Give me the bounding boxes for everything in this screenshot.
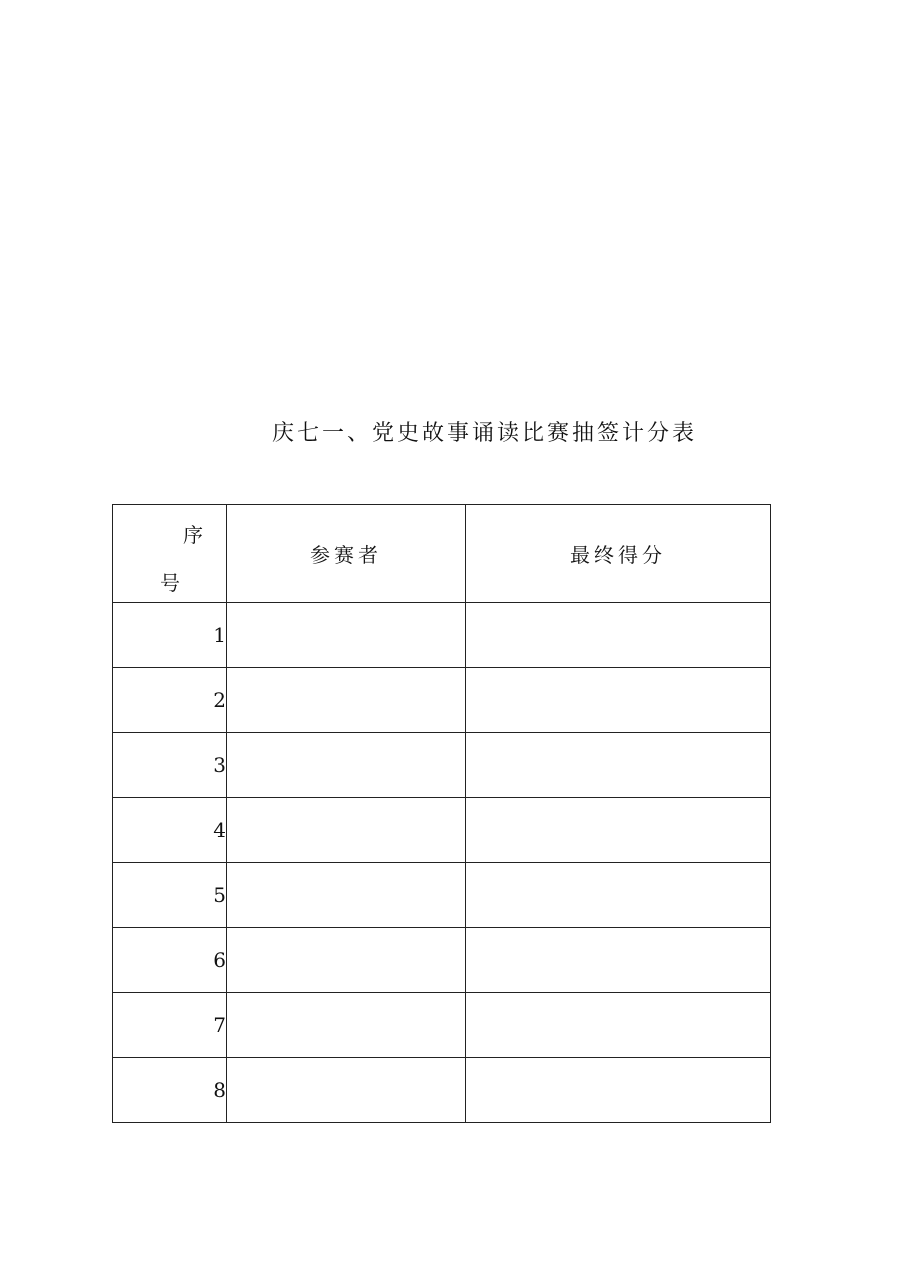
final-score-header: 最终得分 [466, 505, 771, 603]
row-number: 1 [113, 603, 227, 668]
table-row [113, 603, 771, 668]
table-row [113, 668, 771, 733]
row-number: 2 [113, 668, 227, 733]
participant-header: 参赛者 [227, 505, 466, 603]
table-row [113, 733, 771, 798]
document-title: 庆七一、党史故事诵读比赛抽签计分表 [271, 421, 697, 446]
participant-cell[interactable] [227, 1058, 466, 1123]
row-number: 8 [113, 1058, 227, 1123]
row-number: 4 [113, 798, 227, 863]
row-number: 5 [113, 863, 227, 928]
table-row [113, 928, 771, 993]
score-cell[interactable] [466, 993, 771, 1058]
score-cell[interactable] [466, 928, 771, 993]
score-table [112, 504, 771, 1123]
score-cell[interactable] [466, 733, 771, 798]
table-row [113, 798, 771, 863]
participant-cell[interactable] [227, 733, 466, 798]
score-cell[interactable] [466, 668, 771, 733]
row-number: 3 [113, 733, 227, 798]
participant-cell[interactable] [227, 863, 466, 928]
participant-cell[interactable] [227, 928, 466, 993]
score-cell[interactable] [466, 863, 771, 928]
score-cell[interactable] [466, 798, 771, 863]
table-header-row [113, 505, 771, 603]
participant-cell[interactable] [227, 993, 466, 1058]
table-row [113, 1058, 771, 1123]
sequence-header-line1: 序 [183, 523, 203, 547]
score-cell[interactable] [466, 603, 771, 668]
participant-cell[interactable] [227, 668, 466, 733]
score-cell[interactable] [466, 1058, 771, 1123]
participant-cell[interactable] [227, 798, 466, 863]
sequence-header-line2: 号 [160, 571, 180, 595]
participant-cell[interactable] [227, 603, 466, 668]
table-row [113, 993, 771, 1058]
row-number: 7 [113, 993, 227, 1058]
sequence-number-header [113, 505, 227, 603]
row-number: 6 [113, 928, 227, 993]
table-row [113, 863, 771, 928]
